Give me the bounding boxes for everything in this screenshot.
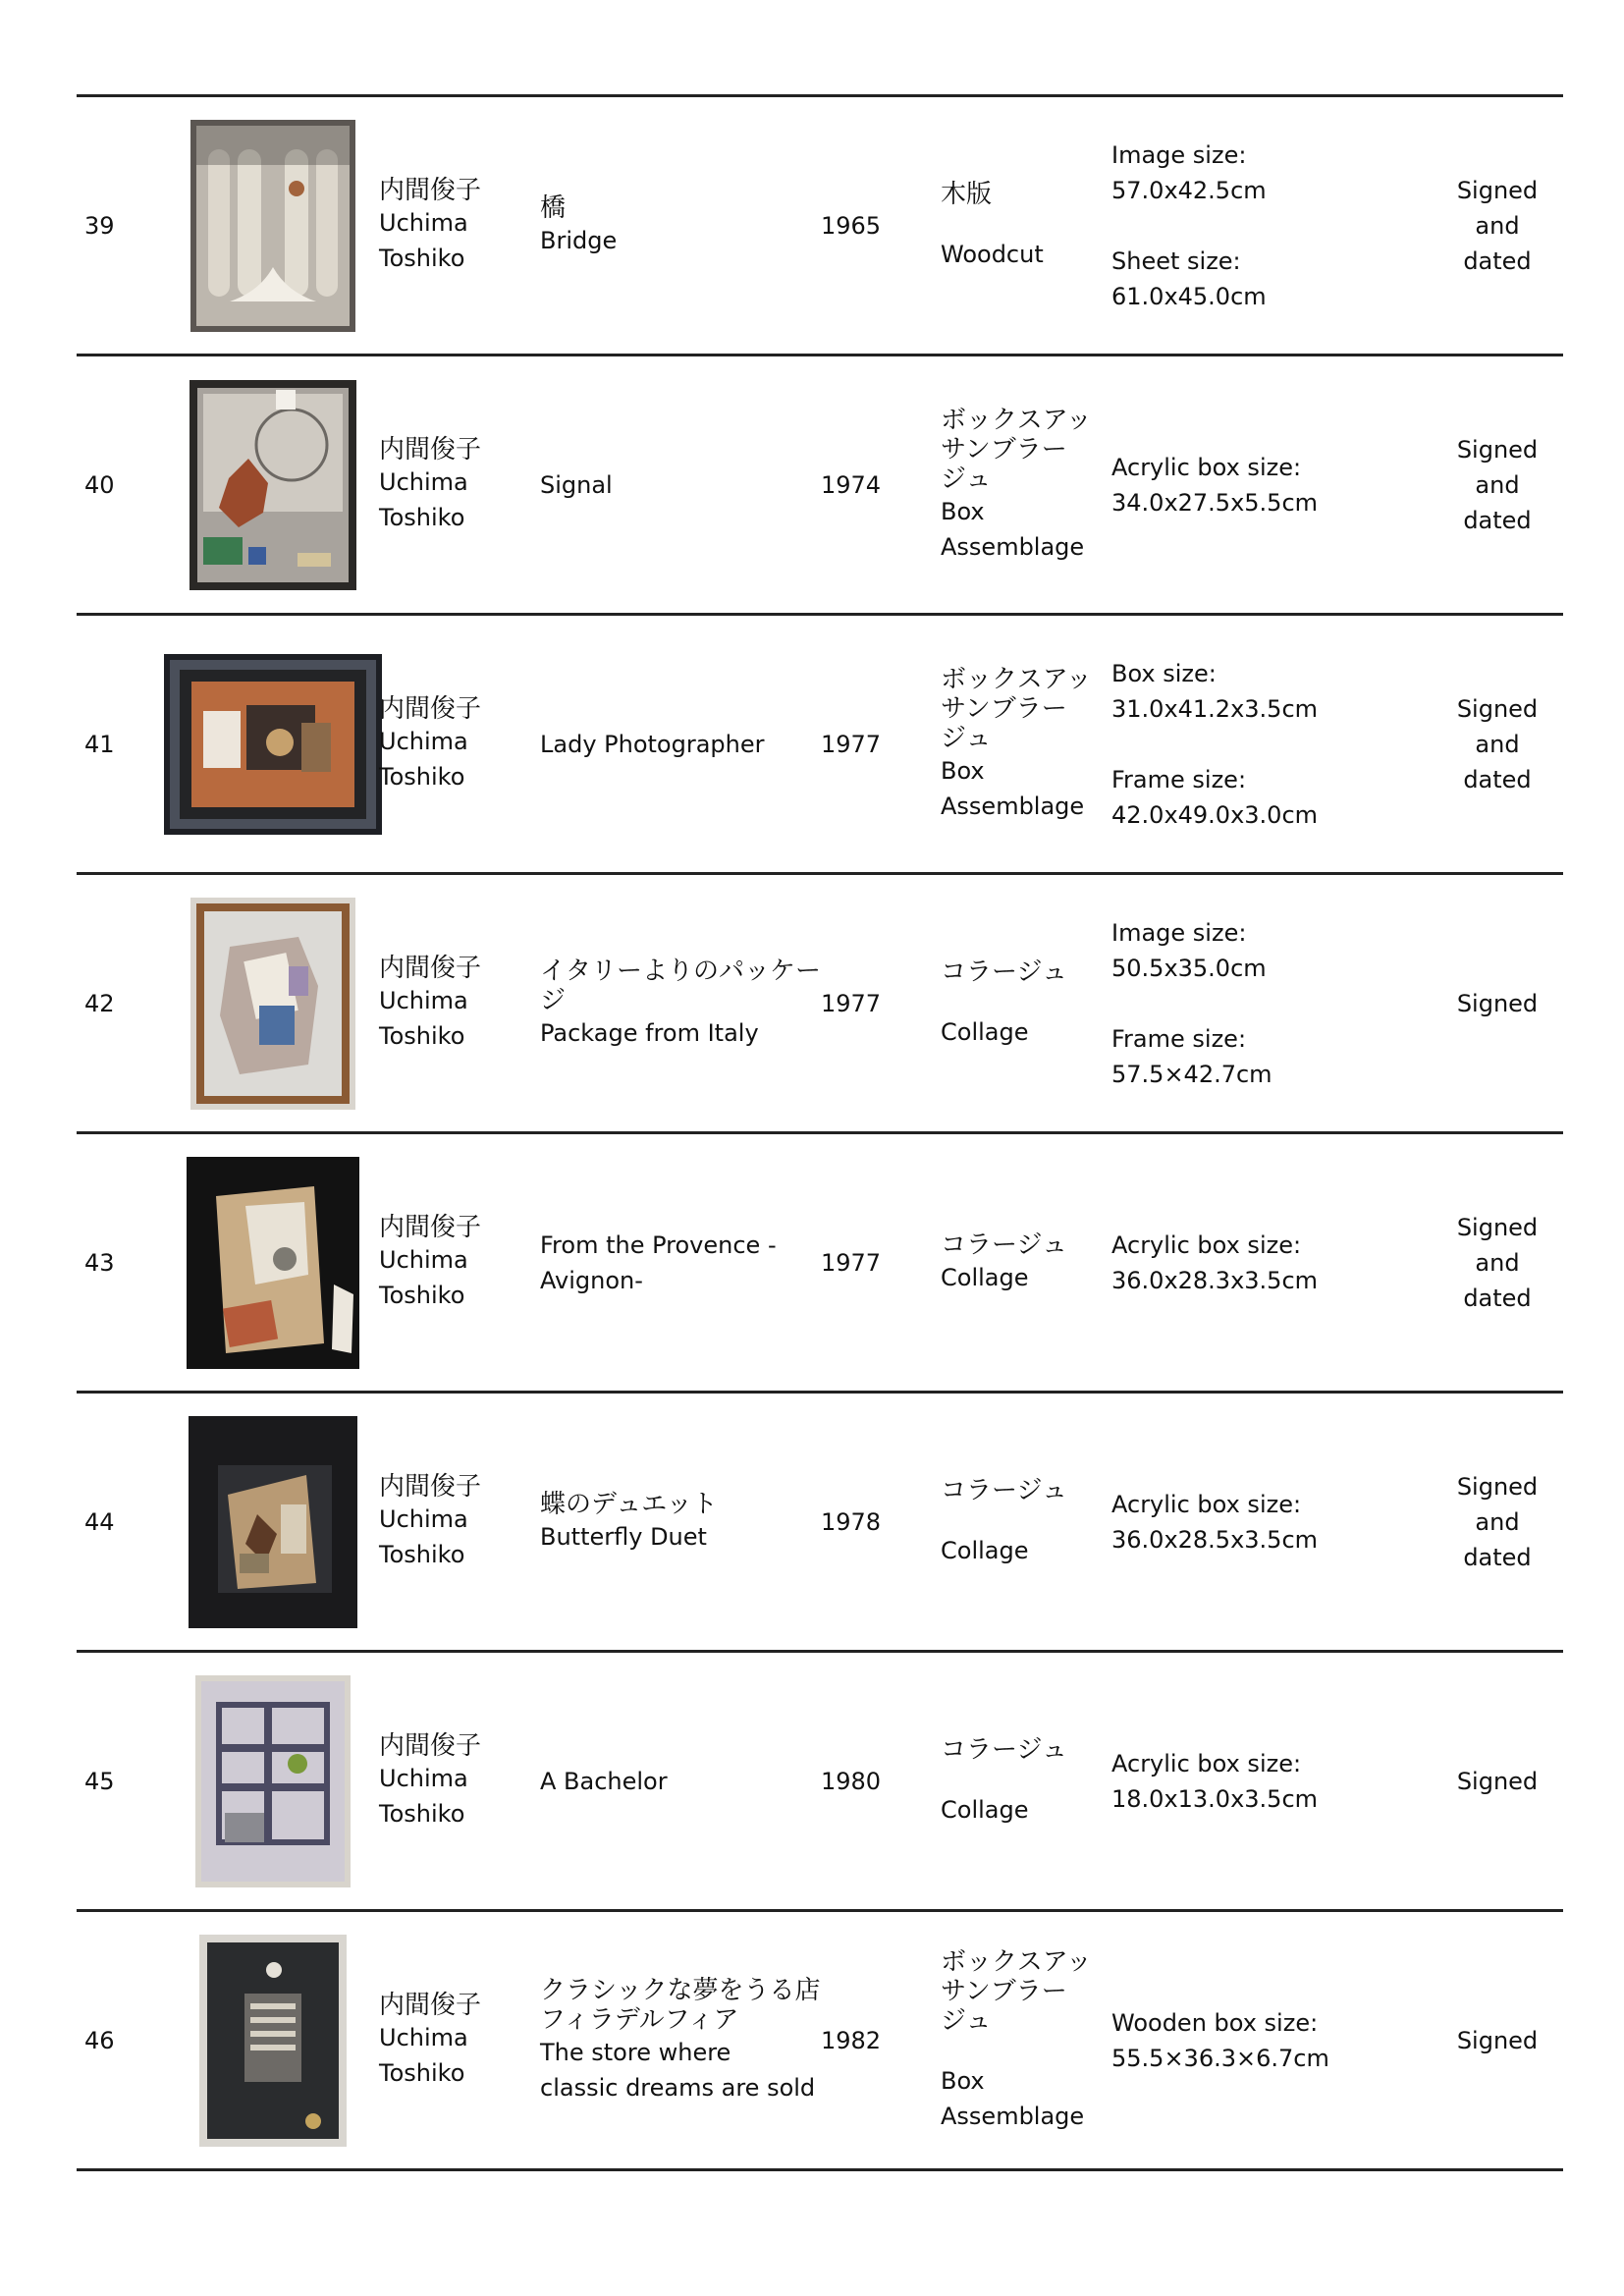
medium-ja: サンブラー: [941, 434, 1067, 465]
artwork-thumbnail: [155, 1653, 391, 1909]
artist-name-ja: 内間俊子: [379, 175, 482, 205]
artist-name-en: Toshiko: [379, 1540, 465, 1568]
signature-text: Signed: [1456, 435, 1539, 464]
signature-text: dated: [1463, 1284, 1532, 1312]
artist-name-en: Uchima: [379, 986, 468, 1014]
medium-en: Assemblage: [941, 2102, 1085, 2130]
table-row: [77, 97, 1563, 356]
item-number: 45: [84, 1767, 115, 1795]
medium-ja: ジュ: [941, 464, 992, 494]
size-value: 57.5×42.7cm: [1111, 1060, 1272, 1088]
signature-text: Signed: [1456, 2026, 1539, 2054]
item-number: 39: [84, 211, 115, 240]
signature-text: Signed: [1456, 176, 1539, 204]
size-label: Frame size:: [1111, 1024, 1247, 1053]
table-row: [77, 616, 1563, 875]
artist-name-en: Uchima: [379, 1245, 468, 1274]
artist-name-en: Uchima: [379, 2023, 468, 2051]
table-row: [77, 1912, 1563, 2171]
artwork-thumbnail: [155, 1912, 391, 2168]
title-en: Lady Photographer: [540, 730, 765, 758]
medium-ja: ボックスアッ: [941, 664, 1092, 694]
size-label: Sheet size:: [1111, 246, 1241, 275]
medium-en: Collage: [941, 1017, 1029, 1046]
title-en: From the Provence -: [540, 1230, 777, 1259]
signature-text: and: [1475, 1248, 1520, 1277]
size-label: Acrylic box size:: [1111, 1230, 1302, 1259]
item-number: 46: [84, 2026, 115, 2054]
year: 1978: [821, 1507, 882, 1536]
size-value: 61.0x45.0cm: [1111, 282, 1267, 310]
table-row: [77, 875, 1563, 1134]
table-row: [77, 1134, 1563, 1394]
artist-name-en: Uchima: [379, 1764, 468, 1792]
medium-ja: サンブラー: [941, 1976, 1067, 2006]
signature-text: and: [1475, 211, 1520, 240]
artist-name-en: Toshiko: [379, 503, 465, 531]
year: 1977: [821, 730, 882, 758]
size-value: 34.0x27.5x5.5cm: [1111, 488, 1319, 517]
size-label: Acrylic box size:: [1111, 453, 1302, 481]
artist-name-en: Uchima: [379, 727, 468, 755]
medium-en: Assemblage: [941, 532, 1085, 561]
title-en: Avignon-: [540, 1266, 643, 1294]
medium-ja: サンブラー: [941, 693, 1067, 724]
artist-name-en: Toshiko: [379, 1799, 465, 1828]
lady-photographer-artwork-image: [164, 654, 382, 835]
size-value: 42.0x49.0x3.0cm: [1111, 800, 1319, 829]
medium-en: Collage: [941, 1263, 1029, 1291]
artist-name-ja: 内間俊子: [379, 693, 482, 724]
medium-en: Assemblage: [941, 792, 1085, 820]
artist-name-ja: 内間俊子: [379, 1990, 482, 2020]
artist-name-en: Toshiko: [379, 1281, 465, 1309]
bridge-artwork-image: [190, 120, 355, 332]
size-value: 18.0x13.0x3.5cm: [1111, 1784, 1319, 1813]
a-bachelor-artwork-image: [195, 1675, 351, 1887]
size-value: 57.0x42.5cm: [1111, 176, 1267, 204]
medium-ja: コラージュ: [941, 1734, 1067, 1765]
title-ja: イタリーよりのパッケー: [540, 956, 822, 986]
medium-en: Box: [941, 756, 985, 785]
title-ja: クラシックな夢をうる店: [540, 1975, 821, 2005]
size-label: Image size:: [1111, 918, 1247, 947]
year: 1977: [821, 1248, 882, 1277]
catalog-table: [77, 94, 1563, 2171]
year: 1982: [821, 2026, 882, 2054]
item-number: 42: [84, 989, 115, 1017]
title-en: Bridge: [540, 226, 618, 254]
item-number: 41: [84, 730, 115, 758]
signature-text: dated: [1463, 765, 1532, 793]
size-label: Acrylic box size:: [1111, 1749, 1302, 1777]
artist-name-ja: 内間俊子: [379, 434, 482, 465]
medium-ja: コラージュ: [941, 957, 1067, 987]
size-label: Wooden box size:: [1111, 2008, 1319, 2037]
classic-dreams-store-artwork-image: [199, 1935, 347, 2147]
artwork-thumbnail: [155, 875, 391, 1131]
size-value: 36.0x28.5x3.5cm: [1111, 1525, 1319, 1554]
year: 1965: [821, 211, 882, 240]
signal-artwork-image: [189, 380, 356, 590]
table-row: [77, 1394, 1563, 1653]
signature-text: and: [1475, 1507, 1520, 1536]
medium-ja: 木版: [941, 179, 993, 209]
title-en: Package from Italy: [540, 1018, 759, 1047]
artwork-thumbnail: [155, 97, 391, 354]
size-value: 55.5×36.3×6.7cm: [1111, 2044, 1329, 2072]
artist-name-en: Toshiko: [379, 1021, 465, 1050]
artist-name-en: Uchima: [379, 467, 468, 496]
signature-text: and: [1475, 730, 1520, 758]
medium-en: Collage: [941, 1536, 1029, 1564]
size-label: Box size:: [1111, 659, 1217, 687]
artist-name-ja: 内間俊子: [379, 1212, 482, 1242]
year: 1977: [821, 989, 882, 1017]
signature-text: Signed: [1456, 1472, 1539, 1501]
item-number: 40: [84, 470, 115, 499]
signature-text: and: [1475, 470, 1520, 499]
year: 1974: [821, 470, 882, 499]
table-row: [77, 1653, 1563, 1912]
year: 1980: [821, 1767, 882, 1795]
artist-name-ja: 内間俊子: [379, 1730, 482, 1761]
artist-name-en: Toshiko: [379, 244, 465, 272]
artist-name-en: Toshiko: [379, 762, 465, 791]
medium-ja: コラージュ: [941, 1230, 1067, 1260]
size-value: 50.5x35.0cm: [1111, 954, 1267, 982]
artwork-thumbnail: [155, 616, 391, 872]
medium-ja: ボックスアッ: [941, 1946, 1092, 1977]
size-value: 36.0x28.3x3.5cm: [1111, 1266, 1319, 1294]
signature-text: Signed: [1456, 989, 1539, 1017]
artist-name-en: Uchima: [379, 208, 468, 237]
title-ja: 橋: [540, 192, 567, 223]
butterfly-duet-artwork-image: [189, 1416, 357, 1628]
title-en: Signal: [540, 470, 613, 499]
artwork-thumbnail: [155, 1134, 391, 1391]
item-number: 44: [84, 1507, 115, 1536]
artist-name-ja: 内間俊子: [379, 1471, 482, 1502]
artist-name-ja: 内間俊子: [379, 953, 482, 983]
title-en: classic dreams are sold: [540, 2073, 816, 2102]
medium-ja: ボックスアッ: [941, 405, 1092, 435]
medium-ja: ジュ: [941, 2005, 992, 2036]
medium-en: Woodcut: [941, 240, 1044, 268]
artwork-thumbnail: [155, 1394, 391, 1650]
title-en: A Bachelor: [540, 1767, 668, 1795]
signature-text: dated: [1463, 1543, 1532, 1571]
provence-avignon-artwork-image: [187, 1157, 359, 1369]
signature-text: Signed: [1456, 694, 1539, 723]
signature-text: dated: [1463, 506, 1532, 534]
title-ja: ジ: [540, 985, 567, 1015]
size-label: Frame size:: [1111, 765, 1247, 793]
artist-name-en: Uchima: [379, 1504, 468, 1533]
medium-en: Box: [941, 2066, 985, 2095]
size-label: Image size:: [1111, 140, 1247, 169]
title-en: Butterfly Duet: [540, 1522, 707, 1551]
title-ja: フィラデルフィア: [540, 2004, 739, 2035]
signature-text: Signed: [1456, 1213, 1539, 1241]
medium-en: Collage: [941, 1795, 1029, 1824]
size-label: Acrylic box size:: [1111, 1490, 1302, 1518]
medium-en: Box: [941, 497, 985, 525]
medium-ja: コラージュ: [941, 1475, 1067, 1505]
size-value: 31.0x41.2x3.5cm: [1111, 694, 1319, 723]
artist-name-en: Toshiko: [379, 2058, 465, 2087]
package-from-italy-artwork-image: [190, 898, 355, 1110]
title-en: The store where: [540, 2038, 731, 2066]
medium-ja: ジュ: [941, 723, 992, 753]
artwork-thumbnail: [155, 356, 391, 613]
signature-text: dated: [1463, 246, 1532, 275]
signature-text: Signed: [1456, 1767, 1539, 1795]
title-ja: 蝶のデュエット: [540, 1489, 718, 1519]
item-number: 43: [84, 1248, 115, 1277]
table-row: [77, 356, 1563, 616]
